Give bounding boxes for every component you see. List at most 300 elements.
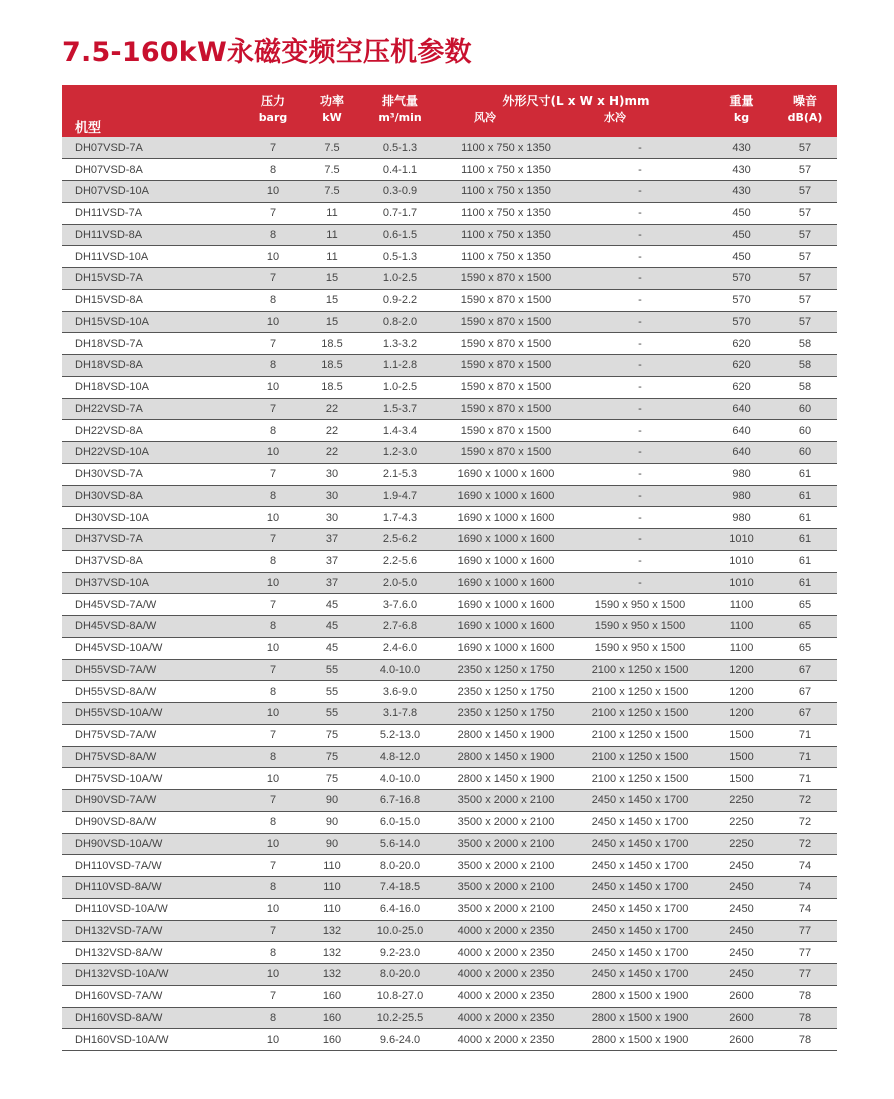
pressure-cell: 8 <box>240 485 306 507</box>
weight-cell: 2250 <box>710 790 773 812</box>
noise-cell: 78 <box>773 1007 837 1029</box>
dim-water-cell: 1590 x 950 x 1500 <box>570 616 710 638</box>
table-row <box>62 202 837 224</box>
flow-cell: 4.8-12.0 <box>358 746 442 768</box>
power-cell: 90 <box>306 790 358 812</box>
pressure-cell: 10 <box>240 637 306 659</box>
dim-water-cell: - <box>570 507 710 529</box>
dim-air-cell: 2800 x 1450 x 1900 <box>442 724 570 746</box>
dim-air-cell: 3500 x 2000 x 2100 <box>442 855 570 877</box>
dim-water-cell: 2450 x 1450 x 1700 <box>570 855 710 877</box>
model-cell: DH160VSD-7A/W <box>62 985 240 1007</box>
header-dimensions: 外形尺寸(L x W x H)mm <box>442 85 710 109</box>
flow-cell: 3.6-9.0 <box>358 681 442 703</box>
weight-cell: 450 <box>710 246 773 268</box>
dim-air-cell: 1590 x 870 x 1500 <box>442 268 570 290</box>
noise-cell: 57 <box>773 137 837 159</box>
model-cell: DH132VSD-8A/W <box>62 942 240 964</box>
table-row <box>62 920 837 942</box>
pressure-cell: 10 <box>240 833 306 855</box>
flow-cell: 1.0-2.5 <box>358 376 442 398</box>
flow-cell: 6.4-16.0 <box>358 898 442 920</box>
dim-water-cell: - <box>570 311 710 333</box>
dim-water-cell: 1590 x 950 x 1500 <box>570 594 710 616</box>
weight-cell: 450 <box>710 202 773 224</box>
power-cell: 160 <box>306 1029 358 1051</box>
power-cell: 45 <box>306 637 358 659</box>
noise-cell: 72 <box>773 811 837 833</box>
flow-cell: 1.9-4.7 <box>358 485 442 507</box>
pressure-cell: 8 <box>240 877 306 899</box>
power-cell: 22 <box>306 420 358 442</box>
dim-water-cell: 2100 x 1250 x 1500 <box>570 681 710 703</box>
noise-cell: 71 <box>773 746 837 768</box>
noise-cell: 60 <box>773 442 837 464</box>
weight-cell: 2450 <box>710 855 773 877</box>
pressure-cell: 10 <box>240 181 306 203</box>
model-cell: DH22VSD-8A <box>62 420 240 442</box>
model-cell: DH30VSD-8A <box>62 485 240 507</box>
pressure-cell: 8 <box>240 942 306 964</box>
flow-cell: 0.5-1.3 <box>358 246 442 268</box>
table-row <box>62 659 837 681</box>
pressure-cell: 8 <box>240 289 306 311</box>
pressure-cell: 7 <box>240 137 306 159</box>
table-row <box>62 485 837 507</box>
pressure-cell: 8 <box>240 1007 306 1029</box>
flow-cell: 7.4-18.5 <box>358 877 442 899</box>
table-row <box>62 790 837 812</box>
flow-cell: 9.6-24.0 <box>358 1029 442 1051</box>
noise-cell: 71 <box>773 768 837 790</box>
dim-water-cell: - <box>570 572 710 594</box>
header-power-unit: kW <box>306 109 358 137</box>
noise-cell: 57 <box>773 311 837 333</box>
model-cell: DH132VSD-10A/W <box>62 964 240 986</box>
table-row <box>62 637 837 659</box>
flow-cell: 9.2-23.0 <box>358 942 442 964</box>
dim-air-cell: 4000 x 2000 x 2350 <box>442 1007 570 1029</box>
noise-cell: 72 <box>773 790 837 812</box>
page-title: 7.5-160kW永磁变频空压机参数 <box>62 37 472 68</box>
table-row <box>62 181 837 203</box>
noise-cell: 65 <box>773 594 837 616</box>
model-cell: DH11VSD-7A <box>62 202 240 224</box>
model-cell: DH15VSD-7A <box>62 268 240 290</box>
flow-cell: 3-7.6.0 <box>358 594 442 616</box>
power-cell: 160 <box>306 985 358 1007</box>
dim-water-cell: 2100 x 1250 x 1500 <box>570 768 710 790</box>
pressure-cell: 10 <box>240 964 306 986</box>
model-cell: DH18VSD-7A <box>62 333 240 355</box>
dim-air-cell: 3500 x 2000 x 2100 <box>442 898 570 920</box>
pressure-cell: 10 <box>240 572 306 594</box>
dim-water-cell: - <box>570 246 710 268</box>
table-row <box>62 898 837 920</box>
noise-cell: 61 <box>773 550 837 572</box>
pressure-cell: 7 <box>240 594 306 616</box>
model-cell: DH37VSD-7A <box>62 529 240 551</box>
dim-water-cell: - <box>570 202 710 224</box>
dim-air-cell: 1690 x 1000 x 1600 <box>442 637 570 659</box>
table-row <box>62 246 837 268</box>
spec-table <box>62 85 837 1051</box>
noise-cell: 61 <box>773 485 837 507</box>
power-cell: 22 <box>306 398 358 420</box>
dim-water-cell: - <box>570 289 710 311</box>
pressure-cell: 8 <box>240 616 306 638</box>
model-cell: DH37VSD-8A <box>62 550 240 572</box>
dim-air-cell: 1590 x 870 x 1500 <box>442 376 570 398</box>
noise-cell: 58 <box>773 376 837 398</box>
table-row <box>62 137 837 159</box>
dim-air-cell: 1690 x 1000 x 1600 <box>442 616 570 638</box>
noise-cell: 61 <box>773 572 837 594</box>
header-pressure-unit: barg <box>240 109 306 137</box>
dim-water-cell: 2450 x 1450 x 1700 <box>570 964 710 986</box>
table-body <box>62 137 837 1051</box>
weight-cell: 1010 <box>710 529 773 551</box>
dim-water-cell: 2800 x 1500 x 1900 <box>570 1007 710 1029</box>
table-row <box>62 855 837 877</box>
dim-water-cell: - <box>570 550 710 572</box>
noise-cell: 57 <box>773 246 837 268</box>
model-cell: DH110VSD-10A/W <box>62 898 240 920</box>
noise-cell: 65 <box>773 616 837 638</box>
dim-water-cell: - <box>570 485 710 507</box>
pressure-cell: 10 <box>240 246 306 268</box>
power-cell: 90 <box>306 833 358 855</box>
header-weight-unit: kg <box>710 109 773 137</box>
power-cell: 15 <box>306 289 358 311</box>
pressure-cell: 7 <box>240 398 306 420</box>
model-cell: DH22VSD-10A <box>62 442 240 464</box>
table-row <box>62 376 837 398</box>
dim-air-cell: 3500 x 2000 x 2100 <box>442 877 570 899</box>
flow-cell: 5.6-14.0 <box>358 833 442 855</box>
pressure-cell: 7 <box>240 333 306 355</box>
flow-cell: 3.1-7.8 <box>358 703 442 725</box>
dim-water-cell: 2450 x 1450 x 1700 <box>570 877 710 899</box>
flow-cell: 1.2-3.0 <box>358 442 442 464</box>
dim-water-cell: 2800 x 1500 x 1900 <box>570 985 710 1007</box>
dim-air-cell: 4000 x 2000 x 2350 <box>442 985 570 1007</box>
model-cell: DH160VSD-10A/W <box>62 1029 240 1051</box>
dim-air-cell: 1100 x 750 x 1350 <box>442 202 570 224</box>
dim-water-cell: 2100 x 1250 x 1500 <box>570 703 710 725</box>
dim-water-cell: - <box>570 529 710 551</box>
table-row <box>62 833 837 855</box>
model-cell: DH160VSD-8A/W <box>62 1007 240 1029</box>
flow-cell: 2.1-5.3 <box>358 463 442 485</box>
table-row <box>62 985 837 1007</box>
power-cell: 110 <box>306 855 358 877</box>
table-row <box>62 529 837 551</box>
weight-cell: 1500 <box>710 768 773 790</box>
dim-air-cell: 1690 x 1000 x 1600 <box>442 485 570 507</box>
weight-cell: 640 <box>710 420 773 442</box>
weight-cell: 1500 <box>710 724 773 746</box>
flow-cell: 6.7-16.8 <box>358 790 442 812</box>
dim-air-cell: 4000 x 2000 x 2350 <box>442 1029 570 1051</box>
pressure-cell: 8 <box>240 420 306 442</box>
dim-air-cell: 1690 x 1000 x 1600 <box>442 507 570 529</box>
weight-cell: 2450 <box>710 964 773 986</box>
flow-cell: 1.1-2.8 <box>358 355 442 377</box>
dim-water-cell: - <box>570 224 710 246</box>
pressure-cell: 7 <box>240 202 306 224</box>
weight-cell: 640 <box>710 398 773 420</box>
dim-air-cell: 1590 x 870 x 1500 <box>442 355 570 377</box>
noise-cell: 57 <box>773 181 837 203</box>
dim-water-cell: 1590 x 950 x 1500 <box>570 637 710 659</box>
power-cell: 15 <box>306 311 358 333</box>
flow-cell: 0.5-1.3 <box>358 137 442 159</box>
dim-air-cell: 1690 x 1000 x 1600 <box>442 529 570 551</box>
weight-cell: 1100 <box>710 637 773 659</box>
power-cell: 11 <box>306 246 358 268</box>
pressure-cell: 7 <box>240 790 306 812</box>
pressure-cell: 8 <box>240 550 306 572</box>
pressure-cell: 10 <box>240 376 306 398</box>
dim-water-cell: 2100 x 1250 x 1500 <box>570 659 710 681</box>
table-row <box>62 355 837 377</box>
model-cell: DH45VSD-10A/W <box>62 637 240 659</box>
flow-cell: 2.2-5.6 <box>358 550 442 572</box>
model-cell: DH30VSD-7A <box>62 463 240 485</box>
header-noise-unit: dB(A) <box>773 109 837 137</box>
weight-cell: 2450 <box>710 877 773 899</box>
dim-air-cell: 2800 x 1450 x 1900 <box>442 746 570 768</box>
model-cell: DH55VSD-7A/W <box>62 659 240 681</box>
flow-cell: 1.0-2.5 <box>358 268 442 290</box>
weight-cell: 2450 <box>710 920 773 942</box>
dim-air-cell: 1100 x 750 x 1350 <box>442 224 570 246</box>
pressure-cell: 10 <box>240 703 306 725</box>
dim-water-cell: - <box>570 137 710 159</box>
flow-cell: 2.4-6.0 <box>358 637 442 659</box>
table-row <box>62 1007 837 1029</box>
dim-air-cell: 4000 x 2000 x 2350 <box>442 920 570 942</box>
noise-cell: 57 <box>773 268 837 290</box>
flow-cell: 1.7-4.3 <box>358 507 442 529</box>
power-cell: 15 <box>306 268 358 290</box>
power-cell: 18.5 <box>306 376 358 398</box>
power-cell: 45 <box>306 594 358 616</box>
table-row <box>62 964 837 986</box>
noise-cell: 57 <box>773 224 837 246</box>
table-row <box>62 768 837 790</box>
table-row <box>62 311 837 333</box>
power-cell: 132 <box>306 920 358 942</box>
noise-cell: 74 <box>773 877 837 899</box>
pressure-cell: 7 <box>240 724 306 746</box>
model-cell: DH75VSD-7A/W <box>62 724 240 746</box>
flow-cell: 6.0-15.0 <box>358 811 442 833</box>
table-row <box>62 877 837 899</box>
dim-air-cell: 1100 x 750 x 1350 <box>442 246 570 268</box>
header-dim-air: 风冷 <box>442 109 570 137</box>
weight-cell: 450 <box>710 224 773 246</box>
pressure-cell: 10 <box>240 1029 306 1051</box>
pressure-cell: 7 <box>240 529 306 551</box>
model-cell: DH55VSD-10A/W <box>62 703 240 725</box>
noise-cell: 77 <box>773 964 837 986</box>
dim-air-cell: 2350 x 1250 x 1750 <box>442 703 570 725</box>
flow-cell: 1.5-3.7 <box>358 398 442 420</box>
flow-cell: 0.7-1.7 <box>358 202 442 224</box>
dim-water-cell: - <box>570 268 710 290</box>
table-row <box>62 594 837 616</box>
model-cell: DH07VSD-8A <box>62 159 240 181</box>
table-row <box>62 550 837 572</box>
weight-cell: 2600 <box>710 985 773 1007</box>
dim-air-cell: 1590 x 870 x 1500 <box>442 289 570 311</box>
model-cell: DH75VSD-10A/W <box>62 768 240 790</box>
weight-cell: 980 <box>710 463 773 485</box>
table-row <box>62 703 837 725</box>
table-row <box>62 746 837 768</box>
pressure-cell: 7 <box>240 463 306 485</box>
header-flow: 排气量 <box>358 85 442 109</box>
dim-air-cell: 1590 x 870 x 1500 <box>442 442 570 464</box>
weight-cell: 980 <box>710 485 773 507</box>
dim-water-cell: 2450 x 1450 x 1700 <box>570 790 710 812</box>
dim-water-cell: - <box>570 376 710 398</box>
power-cell: 110 <box>306 877 358 899</box>
pressure-cell: 8 <box>240 159 306 181</box>
dim-water-cell: 2100 x 1250 x 1500 <box>570 746 710 768</box>
flow-cell: 4.0-10.0 <box>358 659 442 681</box>
power-cell: 75 <box>306 768 358 790</box>
flow-cell: 10.2-25.5 <box>358 1007 442 1029</box>
pressure-cell: 7 <box>240 985 306 1007</box>
weight-cell: 980 <box>710 507 773 529</box>
dim-water-cell: 2450 x 1450 x 1700 <box>570 920 710 942</box>
dim-water-cell: 2450 x 1450 x 1700 <box>570 942 710 964</box>
dim-water-cell: - <box>570 420 710 442</box>
noise-cell: 57 <box>773 289 837 311</box>
flow-cell: 0.9-2.2 <box>358 289 442 311</box>
noise-cell: 77 <box>773 942 837 964</box>
power-cell: 18.5 <box>306 333 358 355</box>
table-row <box>62 811 837 833</box>
dim-air-cell: 1590 x 870 x 1500 <box>442 333 570 355</box>
table-row <box>62 724 837 746</box>
pressure-cell: 10 <box>240 311 306 333</box>
header-pressure: 压力 <box>240 85 306 109</box>
model-cell: DH90VSD-10A/W <box>62 833 240 855</box>
flow-cell: 0.4-1.1 <box>358 159 442 181</box>
power-cell: 11 <box>306 224 358 246</box>
model-cell: DH90VSD-7A/W <box>62 790 240 812</box>
dim-air-cell: 1690 x 1000 x 1600 <box>442 594 570 616</box>
weight-cell: 2600 <box>710 1007 773 1029</box>
dim-air-cell: 1690 x 1000 x 1600 <box>442 463 570 485</box>
table-row <box>62 572 837 594</box>
flow-cell: 10.8-27.0 <box>358 985 442 1007</box>
dim-air-cell: 1100 x 750 x 1350 <box>442 137 570 159</box>
power-cell: 90 <box>306 811 358 833</box>
model-cell: DH75VSD-8A/W <box>62 746 240 768</box>
weight-cell: 2450 <box>710 898 773 920</box>
header-noise: 噪音 <box>773 85 837 109</box>
table-row <box>62 442 837 464</box>
weight-cell: 1200 <box>710 703 773 725</box>
flow-cell: 0.6-1.5 <box>358 224 442 246</box>
pressure-cell: 10 <box>240 768 306 790</box>
power-cell: 7.5 <box>306 159 358 181</box>
power-cell: 30 <box>306 485 358 507</box>
pressure-cell: 8 <box>240 746 306 768</box>
pressure-cell: 10 <box>240 898 306 920</box>
table-header <box>62 85 837 137</box>
model-cell: DH07VSD-10A <box>62 181 240 203</box>
noise-cell: 78 <box>773 985 837 1007</box>
noise-cell: 67 <box>773 703 837 725</box>
pressure-cell: 7 <box>240 920 306 942</box>
pressure-cell: 7 <box>240 659 306 681</box>
weight-cell: 570 <box>710 311 773 333</box>
noise-cell: 65 <box>773 637 837 659</box>
power-cell: 7.5 <box>306 137 358 159</box>
noise-cell: 72 <box>773 833 837 855</box>
table-row <box>62 681 837 703</box>
noise-cell: 57 <box>773 159 837 181</box>
dim-water-cell: 2100 x 1250 x 1500 <box>570 724 710 746</box>
power-cell: 37 <box>306 572 358 594</box>
table-row <box>62 616 837 638</box>
flow-cell: 0.3-0.9 <box>358 181 442 203</box>
table-row <box>62 159 837 181</box>
weight-cell: 2250 <box>710 811 773 833</box>
noise-cell: 61 <box>773 463 837 485</box>
dim-air-cell: 3500 x 2000 x 2100 <box>442 833 570 855</box>
weight-cell: 1010 <box>710 572 773 594</box>
power-cell: 132 <box>306 942 358 964</box>
dim-air-cell: 4000 x 2000 x 2350 <box>442 964 570 986</box>
dim-air-cell: 1590 x 870 x 1500 <box>442 311 570 333</box>
model-cell: DH11VSD-10A <box>62 246 240 268</box>
pressure-cell: 7 <box>240 855 306 877</box>
dim-water-cell: 2450 x 1450 x 1700 <box>570 898 710 920</box>
weight-cell: 1200 <box>710 681 773 703</box>
header-model: 机型 <box>62 85 240 137</box>
power-cell: 55 <box>306 659 358 681</box>
flow-cell: 8.0-20.0 <box>358 855 442 877</box>
dim-air-cell: 1100 x 750 x 1350 <box>442 159 570 181</box>
table-row <box>62 507 837 529</box>
model-cell: DH37VSD-10A <box>62 572 240 594</box>
model-cell: DH11VSD-8A <box>62 224 240 246</box>
model-cell: DH45VSD-7A/W <box>62 594 240 616</box>
power-cell: 55 <box>306 681 358 703</box>
noise-cell: 57 <box>773 202 837 224</box>
header-power: 功率 <box>306 85 358 109</box>
dim-air-cell: 1590 x 870 x 1500 <box>442 398 570 420</box>
weight-cell: 1500 <box>710 746 773 768</box>
dim-air-cell: 3500 x 2000 x 2100 <box>442 790 570 812</box>
model-cell: DH15VSD-10A <box>62 311 240 333</box>
weight-cell: 570 <box>710 268 773 290</box>
dim-water-cell: 2800 x 1500 x 1900 <box>570 1029 710 1051</box>
dim-air-cell: 2350 x 1250 x 1750 <box>442 681 570 703</box>
table-row <box>62 398 837 420</box>
header-flow-unit: m³/min <box>358 109 442 137</box>
power-cell: 45 <box>306 616 358 638</box>
table-row <box>62 289 837 311</box>
power-cell: 55 <box>306 703 358 725</box>
